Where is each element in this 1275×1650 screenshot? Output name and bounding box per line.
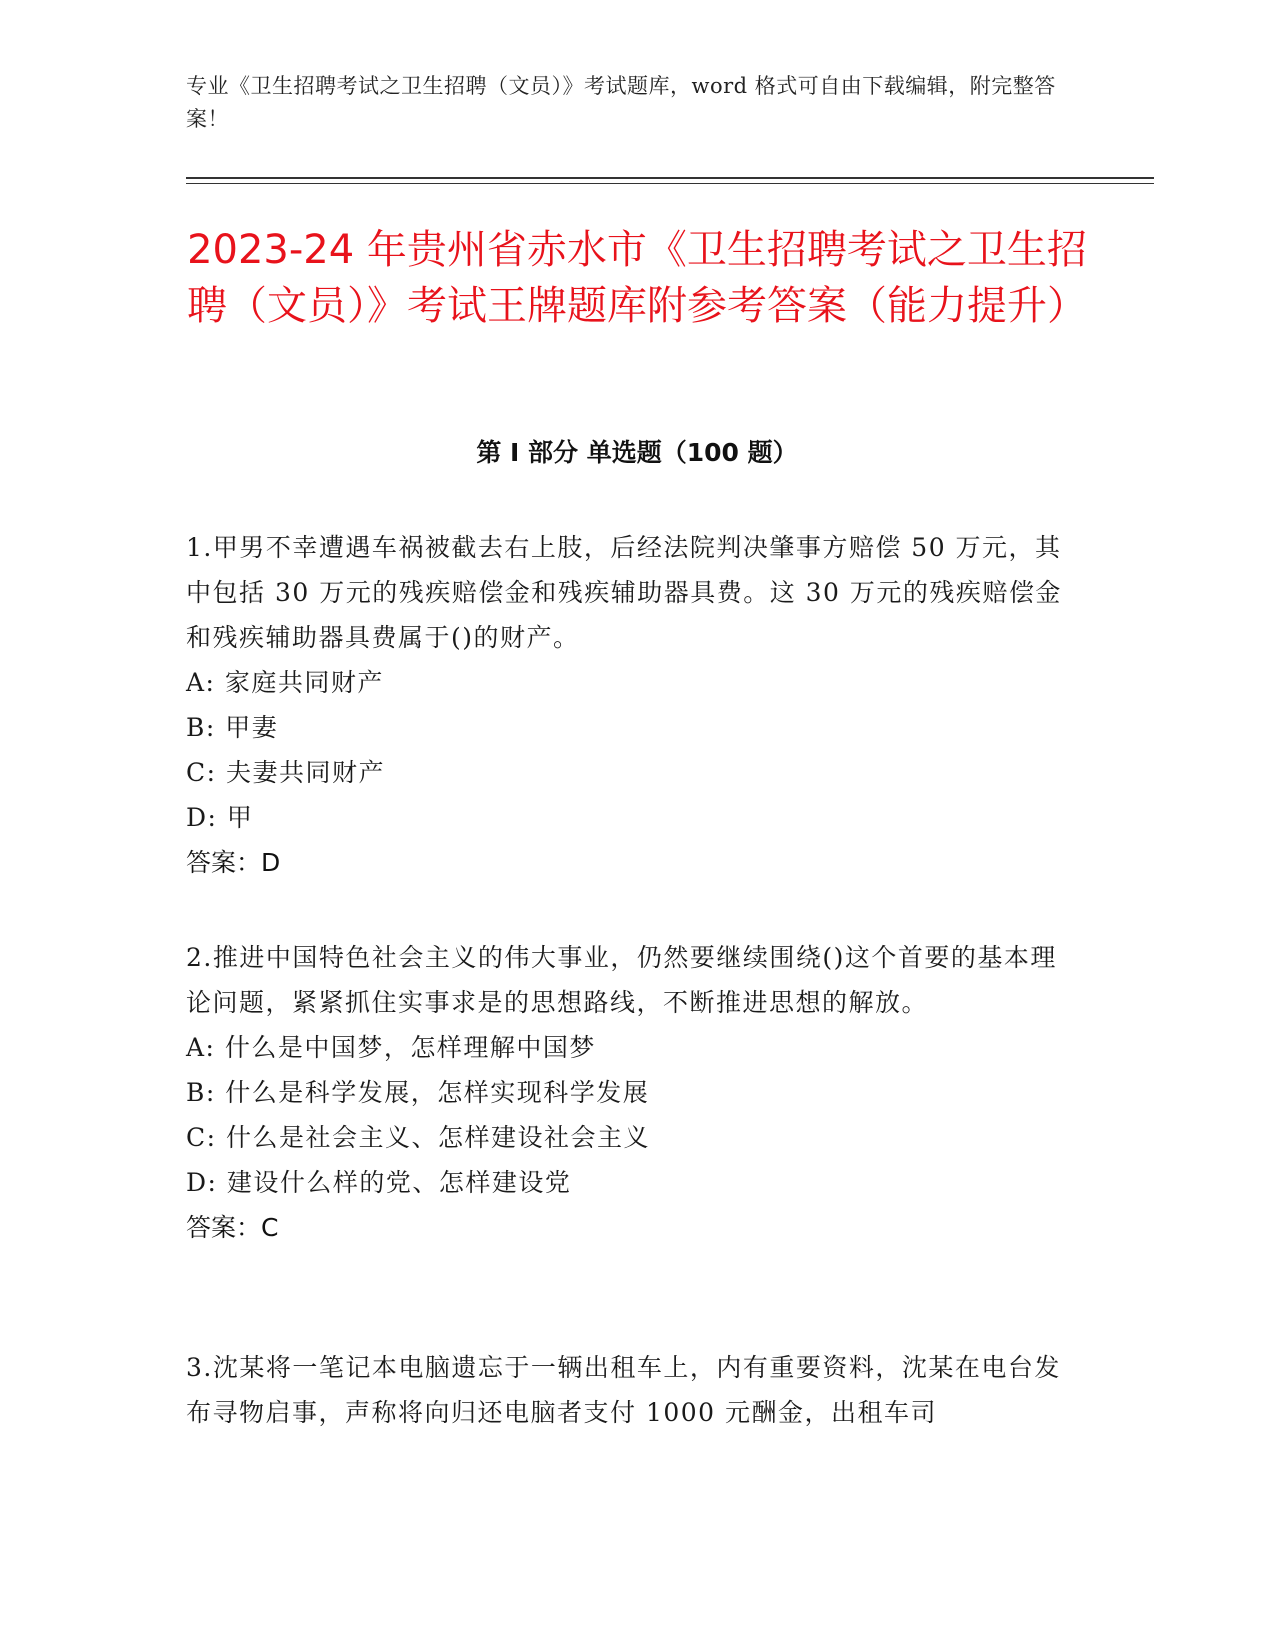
option-a: A: 家庭共同财产 — [186, 668, 384, 697]
option-b: B: 什么是科学发展，怎样实现科学发展 — [186, 1078, 650, 1107]
question-2 — [186, 935, 1066, 1250]
option-a: A: 什么是中国梦，怎样理解中国梦 — [186, 1033, 596, 1062]
question-stem: 3.沈某将一笔记本电脑遗忘于一辆出租车上，内有重要资料，沈某在电台发布寻物启事，声称将向归还电脑者支付 1000 元酬金，出租车司 — [186, 1353, 1061, 1427]
answer-line: 答案：C — [186, 1213, 279, 1242]
question-3 — [186, 1345, 1066, 1435]
option-c: C: 夫妻共同财产 — [186, 758, 385, 787]
answer-line: 答案：D — [186, 848, 281, 877]
option-c: C: 什么是社会主义、怎样建设社会主义 — [186, 1123, 650, 1152]
question-1 — [186, 525, 1066, 885]
option-b: B: 甲妻 — [186, 713, 279, 742]
header-divider-thick — [186, 177, 1154, 179]
option-d: D: 甲 — [186, 803, 254, 832]
question-stem: 1.甲男不幸遭遇车祸被截去右上肢，后经法院判决肇事方赔偿 50 万元，其中包括 30 万元的残疾赔偿金和残疾辅助器具费。这 30 万元的残疾赔偿金和残疾辅助器具费属于()的财产。 — [186, 533, 1062, 652]
option-d: D: 建设什么样的党、怎样建设党 — [186, 1168, 572, 1197]
header-divider-thin — [186, 183, 1154, 184]
section-heading: 第 I 部分 单选题（100 题） — [476, 438, 798, 467]
document-title: 2023-24 年贵州省赤水市《卫生招聘考试之卫生招聘（文员）》考试王牌题库附参考答案（能力提升） — [187, 227, 1087, 329]
header-note: 专业《卫生招聘考试之卫生招聘（文员）》考试题库，word 格式可自由下载编辑，附完整答案！ — [186, 74, 1056, 131]
question-stem: 2.推进中国特色社会主义的伟大事业，仍然要继续围绕()这个首要的基本理论问题，紧紧抓住实事求是的思想路线，不断推进思想的解放。 — [186, 943, 1057, 1017]
